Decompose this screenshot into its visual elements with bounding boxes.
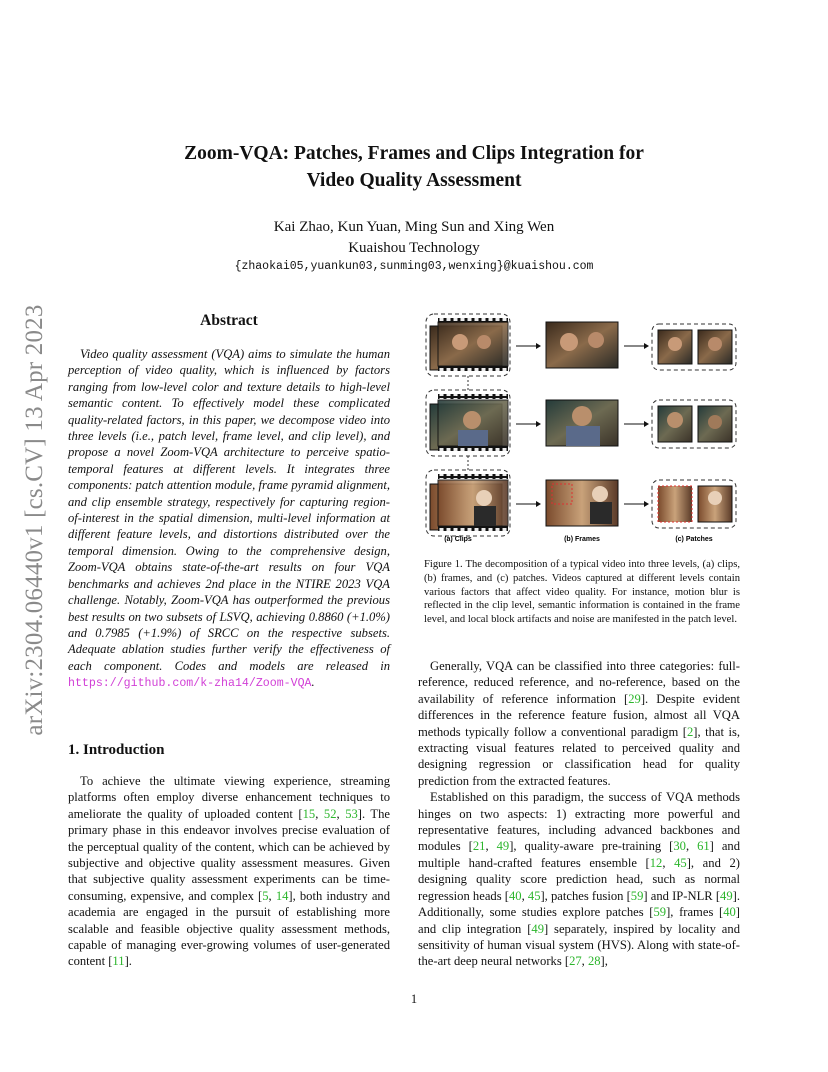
label-frames: (b) Frames [564, 536, 600, 543]
sep: , [268, 888, 276, 903]
clips-row-3 [426, 470, 510, 536]
patches-row-1 [652, 324, 736, 370]
citation-link[interactable]: 28 [587, 954, 601, 969]
sep: , [336, 806, 346, 821]
text: ] and multiple hand-crafted features ensemble [ [418, 839, 741, 870]
text: ], that is, extracting visual features related to perceived quality and designing regression or classification head for quality prediction from the extracted features. [418, 724, 741, 788]
sep: , [685, 839, 698, 854]
right-paragraph-1 [418, 658, 740, 789]
right-column [418, 658, 740, 970]
citation-link[interactable]: 27 [569, 954, 582, 969]
arxiv-id-text: arXiv:2304.06440v1 [cs.CV] 13 Apr 2023 [21, 304, 48, 736]
text: ] separately, inspired by locality and sensitivity of human visual system (HVS). Along with state-of-the-art deep neural networks [ [418, 921, 740, 969]
citation-link[interactable]: 45 [674, 855, 687, 870]
title-line-1: Zoom-VQA: Patches, Frames and Clips Integration for [184, 143, 644, 164]
text: Established on this paradigm, the success of VQA methods hinges on two aspects: 1) extracting more powerful and representative features, including advanced backbones and modules [ [418, 790, 740, 854]
text: ], patches fusion [ [540, 888, 631, 903]
code-link[interactable]: https://github.com/k-zha14/Zoom-VQA [68, 677, 312, 691]
text: ], and 2) designing quality score prediction head, such as normal regression heads [ [418, 855, 740, 903]
patches-row-3 [652, 480, 736, 528]
intro-paragraph-1 [68, 773, 390, 970]
sep: , [315, 806, 324, 821]
sep: , [581, 954, 588, 969]
label-clips: (a) Clips [444, 536, 472, 543]
title-line-2: Video Quality Assessment [306, 170, 522, 191]
clips-row-1 [426, 314, 510, 376]
citation-link[interactable]: 5 [262, 888, 269, 903]
citation-link[interactable]: 40 [723, 905, 736, 920]
citation-link[interactable]: 45 [527, 888, 541, 903]
text: ], frames [ [666, 905, 724, 920]
label-patches: (c) Patches [675, 536, 713, 543]
abstract-text: Video quality assessment (VQA) aims to simulate the human perception of video quality, which is influenced by factors ranging from low-level color and texture details to high-level semantic content. To effectively model these complicated quality-related factors, in this paper, we decompose video into three levels (i.e., patch level, frame level, and clip level), and propose a novel Zoom-VQA architecture to perceive spatio-temporal features at different levels. It integrates three components: patch attention module, frame pyramid alignment, and clip ensemble strategy, respectively for capturing region-of-interest in the spatial dimension, multi-level information at different feature levels, and distortions distributed over the temporal dimension. Owing to the comprehensive design, Zoom-VQA obtains state-of-the-art results on four VQA benchmarks and achieves 2nd place in the NTIRE 2023 VQA challenge. Notably, Zoom-VQA has outperformed the previous best results on two subsets of LSVQ, achieving 0.8860 (+1.0%) and 0.7985 (+1.9%) of SRCC on the respective subsets. Adequate ablation studies further verify the effectiveness of each component. Codes and models are released in [68, 347, 390, 673]
citation-link[interactable]: 49 [531, 921, 544, 936]
text: To achieve the ultimate viewing experience, streaming platforms often employ diverse enhancement techniques to ameliorate the quality of uploaded content [ [68, 774, 390, 821]
text: ], [600, 954, 608, 969]
figure-1 [424, 312, 740, 544]
right-paragraph-2 [418, 789, 740, 969]
citation-link[interactable]: 30 [673, 839, 686, 854]
paper-title [0, 140, 828, 194]
text: ]. The primary phase in this endeavor involves precise evaluation of the perceptual quality of the content, which can be achieved by subjective and objective quality assessment measures. Given that subjective quality assessment experiments can be time-consuming, expensive, and complex [ [68, 806, 391, 903]
affiliation: Kuaishou Technology [348, 240, 480, 256]
citation-link[interactable]: 14 [275, 888, 289, 903]
citation-link[interactable]: 49 [496, 839, 510, 854]
abstract-heading: Abstract [200, 312, 258, 329]
citation-link[interactable]: 52 [323, 806, 337, 821]
authors: Kai Zhao, Kun Yuan, Ming Sun and Xing Wen [273, 219, 555, 235]
sep: , [485, 839, 497, 854]
author-emails: {zhaokai05,yuankun03,sunming03,wenxing}@kuaishou.com [234, 260, 594, 273]
citation-link[interactable]: 2 [686, 724, 694, 739]
text: ]. [124, 954, 132, 969]
citation-link[interactable]: 61 [697, 839, 710, 854]
frame-row-2 [546, 400, 618, 446]
abstract-body [68, 346, 390, 693]
citation-link[interactable]: 11 [112, 954, 125, 969]
citation-link[interactable]: 12 [649, 855, 663, 870]
citation-link[interactable]: 49 [720, 888, 733, 903]
text: ], quality-aware pre-training [ [509, 839, 674, 854]
text: ]. Despite evident differences in the reference feature fusion, almost all VQA methods typically follow a conventional paradigm [ [418, 691, 740, 739]
frame-row-3 [546, 480, 618, 526]
citation-link[interactable]: 40 [508, 888, 522, 903]
citation-link[interactable]: 59 [630, 888, 644, 903]
author-block [0, 217, 828, 259]
citation-link[interactable]: 21 [472, 839, 486, 854]
text: ] and IP-NLR [ [643, 888, 721, 903]
text: ], both industry and academia are engaged in the pursuit of establishing more scalable and feasible objective quality assessment methods, capable of managing ever-growing volumes of user-generated content [ [68, 888, 391, 969]
patches-row-2 [652, 400, 736, 448]
arrow-head [536, 343, 541, 349]
frame-row-1 [546, 322, 618, 368]
intro-column [68, 773, 390, 970]
sep: , [662, 855, 675, 870]
citation-link[interactable]: 59 [653, 905, 667, 920]
text: Generally, VQA can be classified into three categories: full-reference, reduced reference, and no-reference, based on the availability of reference information [ [418, 659, 740, 706]
page-number: 1 [410, 992, 418, 1006]
introduction-heading: 1. Introduction [68, 742, 165, 758]
text: ] and clip integration [ [418, 905, 740, 936]
arxiv-watermark [20, 285, 50, 755]
citation-link[interactable]: 53 [345, 806, 358, 821]
text: ]. Additionally, some studies explore patches [ [418, 888, 740, 920]
sep: , [521, 888, 528, 903]
citation-link[interactable]: 29 [628, 691, 641, 706]
citation-link[interactable]: 15 [302, 806, 316, 821]
figure-1-caption: Figure 1. The decomposition of a typical video into three levels, (a) clips, (b) frames, and (c) patches. Videos captured at different levels contain various factors that affect video quality. For instance, motion blur is reflected in the clip level, semantic information is contained in the frame level, and local block artifacts and noise are manifested in the patch level. [424, 559, 740, 626]
abstract-end: . [311, 675, 315, 690]
clips-row-2 [426, 390, 510, 456]
